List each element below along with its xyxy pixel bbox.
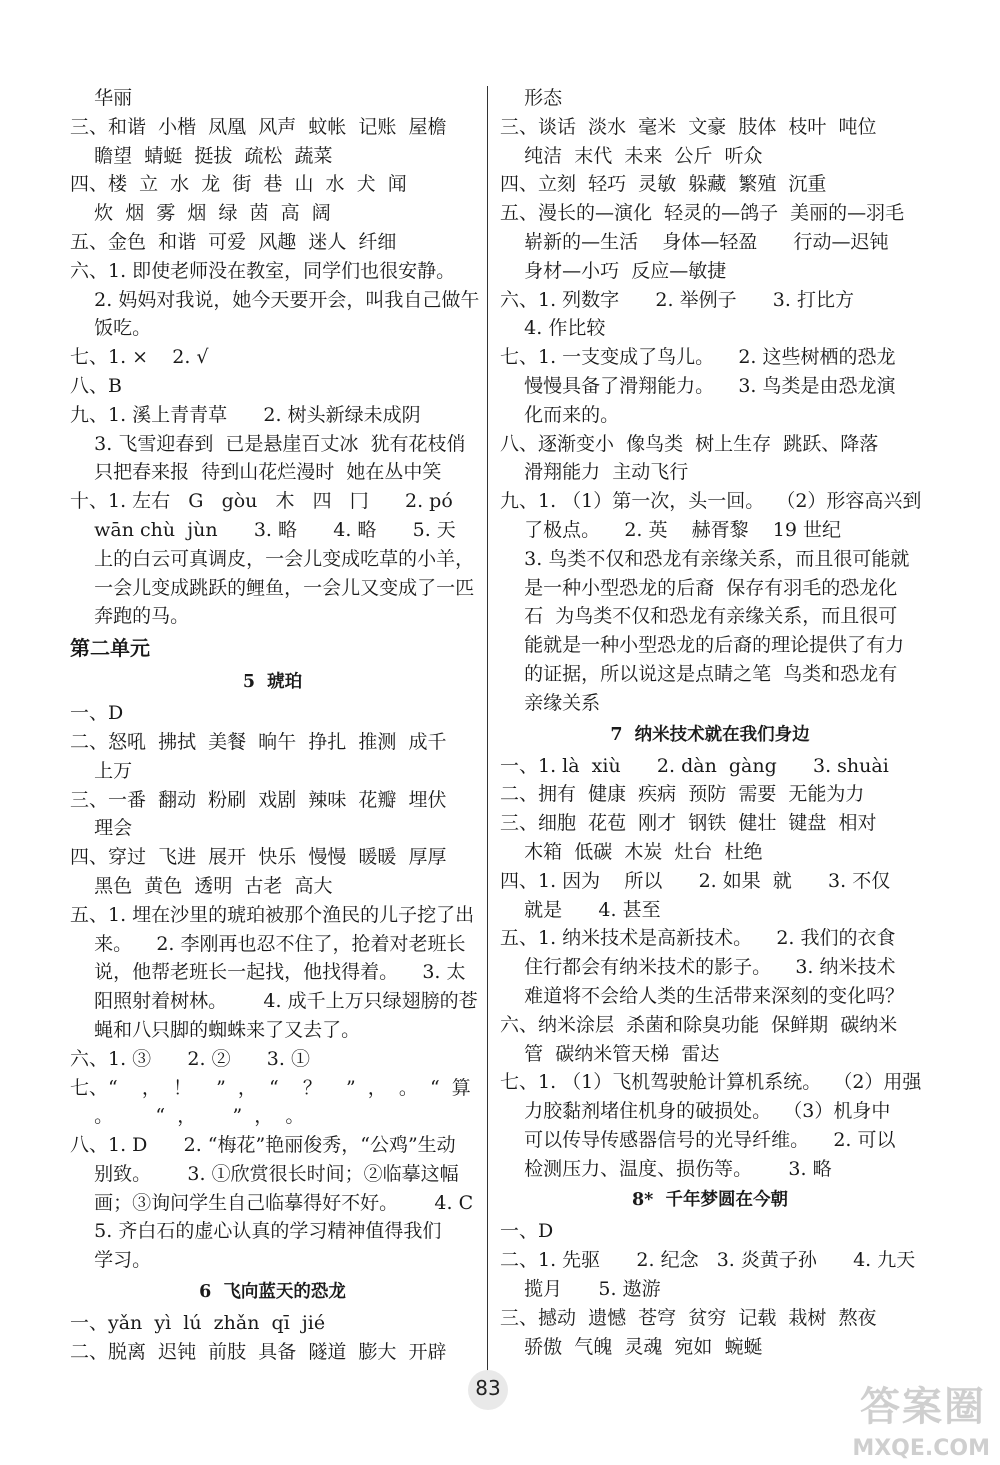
answer-line: 华丽: [70, 87, 133, 109]
right-column: [500, 84, 920, 1361]
answer-line: 四、穿过 飞进 展开 快乐 慢慢 暖暖 厚厚: [70, 846, 447, 869]
answer-line: 画；③询问学生自己临摹得好不好。 4. C: [70, 1191, 474, 1214]
answer-line: 三、细胞 花苞 刚才 钢铁 健壮 键盘 相对: [500, 812, 877, 835]
answer-line: 3. 鸟类不仅和恐龙有亲缘关系，而且很可能就: [500, 547, 910, 570]
answer-line: 炊 烟 雾 烟 绿 茵 高 阔: [70, 202, 331, 225]
answer-line: 的证据，所以说这是点睛之笔 鸟类和恐龙有: [500, 662, 898, 685]
answer-line: 揽月 5. 遨游: [500, 1278, 661, 1301]
answer-line: 化而来的。: [500, 403, 620, 426]
answer-line: 一、D: [70, 702, 124, 725]
answer-line: 4. 作比较: [500, 317, 606, 340]
answer-line: 能就是一种小型恐龙的后裔的理论提供了有力: [500, 634, 905, 657]
answer-line: 了极点。 2. 英 赫胥黎 19 世纪: [500, 518, 842, 541]
answer-line: 五、1. 纳米技术是高新技术。 2. 我们的衣食: [500, 927, 896, 950]
answer-line: 一、1. là xiù 2. dàn gàng 3. shuài: [500, 754, 889, 777]
answer-line: 七、1. × 2. √: [70, 346, 209, 369]
answer-line: 住行都会有纳米技术的影子。 3. 纳米技术: [500, 956, 896, 979]
answer-line: 八、逐渐变小 像鸟类 树上生存 跳跃、降落: [500, 432, 879, 455]
answer-line: 形态: [500, 87, 563, 109]
answer-line: wān chù jùn 3. 略 4. 略 5. 天: [70, 518, 456, 541]
answer-line: 上的白云可真调皮，一会儿变成吃草的小羊，: [70, 547, 475, 570]
answer-line: 滑翔能力 主动飞行: [500, 461, 689, 484]
lesson-title: 8* 千年梦圆在今朝: [631, 1190, 788, 1211]
answer-line: 木箱 低碳 木炭 灶台 杜绝: [500, 840, 763, 863]
left-column: [70, 84, 480, 1367]
answer-line: 崭新的—生活 身体—轻盈 行动—迟钝: [500, 230, 889, 253]
answer-line: 说，他帮老班长一起找，他找得着。 3. 太: [70, 961, 466, 984]
answer-line: 力胶黏剂堵住机身的破损处。 （3）机身中: [500, 1100, 891, 1123]
answer-line: 六、1. 即使老师没在教室，同学们也很安静。: [70, 259, 456, 282]
answer-line: 一会儿变成跳跃的鲤鱼，一会儿又变成了一匹: [70, 576, 475, 599]
answer-line: 饭吃。: [70, 317, 152, 340]
answer-line: 二、脱离 迟钝 前肢 具备 隧道 膨大 开辟: [70, 1340, 447, 1363]
column-divider: [487, 86, 488, 1376]
answer-line: 骄傲 气魄 灵魂 宛如 蜿蜒: [500, 1335, 763, 1358]
answer-line: 3. 飞雪迎春到 已是悬崖百丈冰 犹有花枝俏: [70, 432, 466, 455]
answer-line: 四、立刻 轻巧 灵敏 躲藏 繁殖 沉重: [500, 173, 827, 196]
answer-line: 四、楼 立 水 龙 街 巷 山 水 犬 闻: [70, 173, 407, 196]
answer-line: 三、一番 翻动 粉刷 戏剧 辣味 花瓣 埋伏: [70, 788, 447, 811]
answer-line: 八、B: [70, 374, 122, 397]
answer-line: 黑色 黄色 透明 古老 高大: [70, 874, 333, 897]
answer-line: 九、1. （1）第一次，头一回。 （2）形容高兴到: [500, 490, 922, 513]
answer-line: 理会: [70, 817, 133, 840]
answer-line: 七、1. （1）飞机驾驶舱计算机系统。 （2）用强: [500, 1071, 922, 1094]
watermark-logo: [806, 1373, 996, 1463]
answer-line: 瞻望 蜻蜓 挺拔 疏松 蔬菜: [70, 144, 333, 167]
answer-line: 身材—小巧 反应—敏捷: [500, 259, 727, 282]
answer-line: 二、1. 先驱 2. 纪念 3. 炎黄子孙 4. 九天: [500, 1249, 916, 1272]
answer-line: 五、金色 和谐 可爱 风趣 迷人 纤细: [70, 230, 397, 253]
answer-line: 八、1. D 2. “梅花”艳丽俊秀，“公鸡”生动: [70, 1134, 456, 1157]
answer-line: 二、拥有 健康 疾病 预防 需要 无能为力: [500, 783, 865, 806]
answer-line: 可以传导传感器信号的光导纤维。 2. 可以: [500, 1128, 896, 1151]
answer-line: 五、1. 埋在沙里的琥珀被那个渔民的儿子挖了出: [70, 903, 475, 926]
page-number: 83: [475, 1376, 501, 1400]
answer-line: 一、yǎn yì lú zhǎn qī jié: [70, 1312, 326, 1335]
answer-line: 阳照射着树林。 4. 成千上万只绿翅膀的苍: [70, 990, 478, 1013]
answer-line: 亲缘关系: [500, 691, 601, 714]
lesson-title: 7 纳米技术就在我们身边: [610, 724, 810, 745]
answer-line: 六、1. ③ 2. ② 3. ①: [70, 1047, 310, 1070]
answer-line: 石 为鸟类不仅和恐龙有亲缘关系，而且很可: [500, 605, 898, 628]
answer-line: 七、1. 一支变成了鸟儿。 2. 这些树栖的恐龙: [500, 346, 896, 369]
answer-line: 三、和谐 小楷 凤凰 风声 蚊帐 记账 屋檐: [70, 115, 447, 138]
unit-heading: 第二单元: [70, 636, 150, 661]
answer-line: 五、漫长的—演化 轻灵的—鸽子 美丽的—羽毛: [500, 202, 905, 225]
answer-line: 六、1. 列数字 2. 举例子 3. 打比方: [500, 288, 854, 311]
answer-line: 一、D: [500, 1220, 554, 1243]
answer-line: 管 碳纳米管天梯 雷达: [500, 1042, 720, 1065]
answer-line: 学习。: [70, 1249, 152, 1272]
answer-line: 别致。 3. ①欣赏很长时间；②临摹这幅: [70, 1162, 459, 1185]
lesson-title: 6 飞向蓝天的恐龙: [199, 1282, 346, 1303]
answer-line: 六、纳米涂层 杀菌和除臭功能 保鲜期 碳纳米: [500, 1013, 898, 1036]
answer-line: 七、“ ， ！ ” ， “ ？ ” ， 。 “ 算: [70, 1076, 471, 1099]
answer-line: 来。 2. 李刚再也忍不住了，抢着对老班长: [70, 932, 466, 955]
answer-line: 就是 4. 甚至: [500, 898, 661, 921]
watermark-text: 答案圈: [860, 1384, 986, 1430]
answer-line: 四、1. 因为 所以 2. 如果 就 3. 不仅: [500, 869, 891, 892]
answer-line: 难道将不会给人类的生活带来深刻的变化吗？: [500, 984, 905, 1007]
answer-line: 。 “ ， ” ， 。: [70, 1105, 305, 1128]
answer-line: 2. 妈妈对我说，她今天要开会，叫我自己做午: [70, 288, 480, 311]
answer-line: 九、1. 溪上青青草 2. 树头新绿未成阴: [70, 403, 421, 426]
answer-line: 十、1. 左右 G gòu 木 四 冂 2. pó: [70, 490, 453, 513]
answer-line: 三、谈话 淡水 毫米 文豪 肢体 枝叶 吨位: [500, 115, 877, 138]
answer-line: 慢慢具备了滑翔能力。 3. 鸟类是由恐龙演: [500, 374, 896, 397]
lesson-title: 5 琥珀: [242, 672, 303, 693]
answer-line: 5. 齐白石的虚心认真的学习精神值得我们: [70, 1220, 442, 1243]
answer-line: 只把春来报 待到山花烂漫时 她在丛中笑: [70, 461, 442, 484]
answer-line: 上万: [70, 759, 133, 782]
answer-line: 二、怒吼 拂拭 美餐 晌午 挣扎 推测 成千: [70, 730, 447, 753]
answer-line: 检测压力、温度、损伤等。 3. 略: [500, 1157, 832, 1180]
watermark-url: MXQE.COM: [852, 1436, 990, 1461]
answer-line: 奔跑的马。: [70, 605, 190, 628]
answer-line: 是一种小型恐龙的后裔 保存有羽毛的恐龙化: [500, 576, 898, 599]
answer-line: 纯洁 末代 未来 公斤 听众: [500, 144, 763, 167]
answer-line: 蝇和八只脚的蜘蛛来了又去了。: [70, 1018, 361, 1041]
answer-line: 三、撼动 遗憾 苍穹 贫穷 记载 栽树 熬夜: [500, 1306, 877, 1329]
